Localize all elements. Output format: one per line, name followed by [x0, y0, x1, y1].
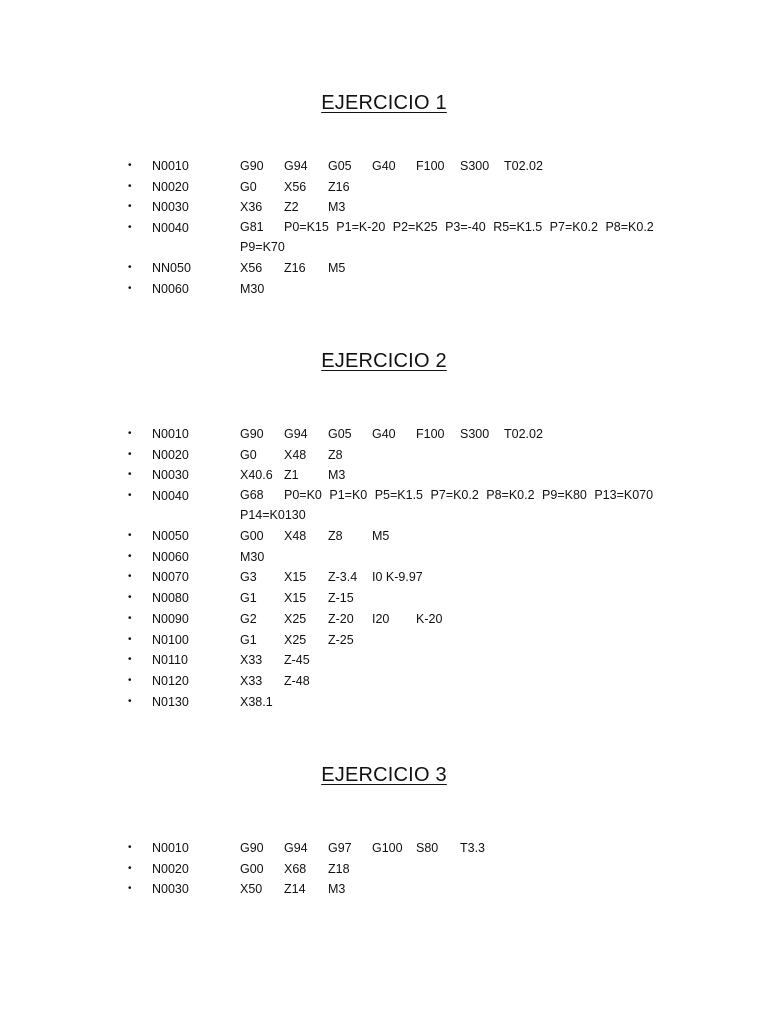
parameter-values: P0=K15 P1=K-20 P2=K25 P3=-40 R5=K1.5 P7=K0.2 P8=K0.2 P9=K70 — [240, 220, 654, 254]
code-token: G05 — [328, 427, 352, 441]
line-number: N0020 — [152, 861, 189, 876]
line-number: N0040 — [152, 221, 189, 236]
code-line — [0, 879, 768, 900]
code-tokens — [240, 445, 710, 466]
code-token: I0 K-9.97 — [372, 570, 423, 585]
code-token: X40.6 — [240, 468, 273, 483]
bullet-icon: • — [128, 530, 132, 542]
code-line — [0, 445, 768, 466]
line-number: N0030 — [152, 882, 189, 897]
bullet-icon: • — [128, 180, 132, 192]
exercise-title: EJERCICIO 3 — [321, 764, 447, 786]
code-token: X48 — [284, 447, 307, 462]
line-number: N0100 — [152, 632, 189, 647]
code-token: X56 — [284, 179, 307, 194]
code-token: K-20 — [416, 611, 443, 626]
bullet-icon: • — [128, 695, 132, 707]
code-tokens — [240, 879, 710, 900]
code-token: X56 — [240, 261, 263, 276]
line-number: N0070 — [152, 570, 189, 585]
bullet-icon: • — [128, 633, 132, 645]
code-token: G2 — [240, 611, 257, 626]
code-token: M5 — [328, 261, 346, 276]
code-line — [0, 218, 768, 258]
code-line — [0, 588, 768, 609]
code-token: G1 — [240, 591, 257, 606]
code-token: Z-3.4 — [328, 570, 358, 585]
code-token: Z8 — [328, 447, 343, 462]
code-line — [0, 859, 768, 880]
code-token: T02.02 — [504, 159, 543, 173]
code-line — [0, 630, 768, 651]
code-list — [0, 838, 768, 900]
line-number: N0020 — [152, 179, 189, 194]
code-tokens — [240, 547, 710, 568]
code-line — [0, 838, 768, 859]
code-token: G94 — [284, 841, 308, 855]
code-token: G00 — [240, 529, 264, 544]
code-token: G81 — [240, 220, 264, 235]
code-token: G90 — [240, 159, 264, 173]
code-token: X33 — [240, 653, 263, 668]
parameter-block — [240, 218, 660, 257]
code-tokens — [240, 258, 710, 279]
line-number: NN050 — [152, 261, 191, 276]
code-token: X50 — [240, 882, 263, 897]
code-token: G94 — [284, 427, 308, 441]
line-number: N0010 — [152, 159, 189, 173]
code-token: G68 — [240, 488, 264, 503]
code-tokens — [240, 465, 710, 486]
code-line — [0, 609, 768, 630]
code-list — [0, 424, 768, 712]
code-line — [0, 279, 768, 300]
code-line — [0, 177, 768, 198]
code-token: Z-45 — [284, 653, 310, 668]
code-tokens — [240, 424, 710, 445]
line-number: N0010 — [152, 841, 189, 855]
code-token: G97 — [328, 841, 352, 855]
code-token: G0 — [240, 447, 257, 462]
code-token: Z16 — [328, 179, 350, 194]
bullet-icon: • — [128, 160, 132, 171]
code-token: X33 — [240, 673, 263, 688]
exercise-title: EJERCICIO 1 — [321, 92, 447, 114]
code-line — [0, 650, 768, 671]
code-token: X25 — [284, 611, 307, 626]
code-tokens — [240, 177, 710, 198]
line-number: N0030 — [152, 468, 189, 483]
code-token: S300 — [460, 427, 490, 441]
bullet-icon: • — [128, 201, 132, 213]
bullet-icon: • — [128, 571, 132, 583]
code-tokens — [240, 630, 710, 651]
code-tokens — [240, 671, 710, 692]
line-number: N0010 — [152, 427, 189, 441]
code-token: X36 — [240, 200, 263, 215]
code-token: Z16 — [284, 261, 306, 276]
bullet-icon: • — [128, 550, 132, 562]
code-line — [0, 486, 768, 526]
line-number: N0060 — [152, 281, 189, 296]
code-token: S80 — [416, 841, 439, 855]
code-token: M3 — [328, 468, 346, 483]
code-line — [0, 156, 768, 177]
bullet-icon: • — [128, 674, 132, 686]
code-token: Z-20 — [328, 611, 354, 626]
line-number: N0130 — [152, 694, 189, 709]
code-token: M3 — [328, 200, 346, 215]
code-token: X25 — [284, 632, 307, 647]
bullet-icon: • — [128, 262, 132, 274]
code-token: I20 — [372, 611, 390, 626]
bullet-icon: • — [128, 883, 132, 895]
code-token: Z-25 — [328, 632, 354, 647]
code-token: Z14 — [284, 882, 306, 897]
code-token: X15 — [284, 591, 307, 606]
code-token: F100 — [416, 159, 445, 173]
code-tokens — [240, 692, 710, 713]
bullet-icon: • — [128, 612, 132, 624]
code-tokens — [240, 650, 710, 671]
code-token: Z-15 — [328, 591, 354, 606]
code-tokens — [240, 609, 710, 630]
code-token: G40 — [372, 427, 396, 441]
code-list — [0, 156, 768, 299]
code-token: M30 — [240, 549, 265, 564]
code-token: X68 — [284, 861, 307, 876]
code-token: T02.02 — [504, 427, 543, 441]
bullet-icon: • — [128, 448, 132, 460]
line-number: N0120 — [152, 673, 189, 688]
code-line — [0, 692, 768, 713]
code-token: G1 — [240, 632, 257, 647]
exercise-title: EJERCICIO 2 — [321, 350, 447, 372]
code-token: G90 — [240, 841, 264, 855]
bullet-icon: • — [128, 862, 132, 874]
code-line — [0, 258, 768, 279]
code-token: G00 — [240, 861, 264, 876]
code-token: M5 — [372, 529, 390, 544]
parameter-block — [240, 486, 660, 525]
code-token: X15 — [284, 570, 307, 585]
bullet-icon: • — [128, 282, 132, 294]
line-number: N0040 — [152, 489, 189, 504]
code-token: M3 — [328, 882, 346, 897]
code-token: S300 — [460, 159, 490, 173]
code-token: G94 — [284, 159, 308, 173]
code-token: Z8 — [328, 529, 343, 544]
bullet-icon: • — [128, 469, 132, 481]
line-number: N0060 — [152, 549, 189, 564]
code-tokens — [240, 279, 710, 300]
code-token: M30 — [240, 281, 265, 296]
bullet-icon: • — [128, 222, 132, 234]
bullet-icon: • — [128, 842, 132, 853]
code-line — [0, 547, 768, 568]
code-token: G100 — [372, 841, 403, 855]
code-tokens — [240, 526, 710, 547]
code-token: Z1 — [284, 468, 299, 483]
code-token: T3.3 — [460, 841, 486, 855]
code-tokens — [240, 859, 710, 880]
line-number: N0030 — [152, 200, 189, 215]
bullet-icon: • — [128, 428, 132, 439]
code-token: Z18 — [328, 861, 350, 876]
code-tokens — [240, 838, 710, 859]
code-line — [0, 424, 768, 445]
code-token: X38.1 — [240, 694, 273, 709]
code-token: Z2 — [284, 200, 299, 215]
bullet-icon: • — [128, 592, 132, 604]
code-line — [0, 671, 768, 692]
code-token: G40 — [372, 159, 396, 173]
code-token: F100 — [416, 427, 445, 441]
code-tokens — [240, 588, 710, 609]
code-tokens — [240, 567, 710, 588]
code-line — [0, 465, 768, 486]
parameter-values: P0=K0 P1=K0 P5=K1.5 P7=K0.2 P8=K0.2 P9=K80 P13=K070 P14=K0130 — [240, 488, 654, 522]
code-token: G3 — [240, 570, 257, 585]
code-token: Z-48 — [284, 673, 310, 688]
code-token: G90 — [240, 427, 264, 441]
code-line — [0, 197, 768, 218]
line-number: N0020 — [152, 447, 189, 462]
code-token: G05 — [328, 159, 352, 173]
code-tokens — [240, 197, 710, 218]
line-number: N0110 — [152, 653, 188, 668]
line-number: N0080 — [152, 591, 189, 606]
bullet-icon: • — [128, 654, 132, 666]
line-number: N0050 — [152, 529, 189, 544]
code-line — [0, 567, 768, 588]
code-line — [0, 526, 768, 547]
line-number: N0090 — [152, 611, 189, 626]
code-token: X48 — [284, 529, 307, 544]
code-token: G0 — [240, 179, 257, 194]
code-tokens — [240, 156, 710, 177]
bullet-icon: • — [128, 490, 132, 502]
